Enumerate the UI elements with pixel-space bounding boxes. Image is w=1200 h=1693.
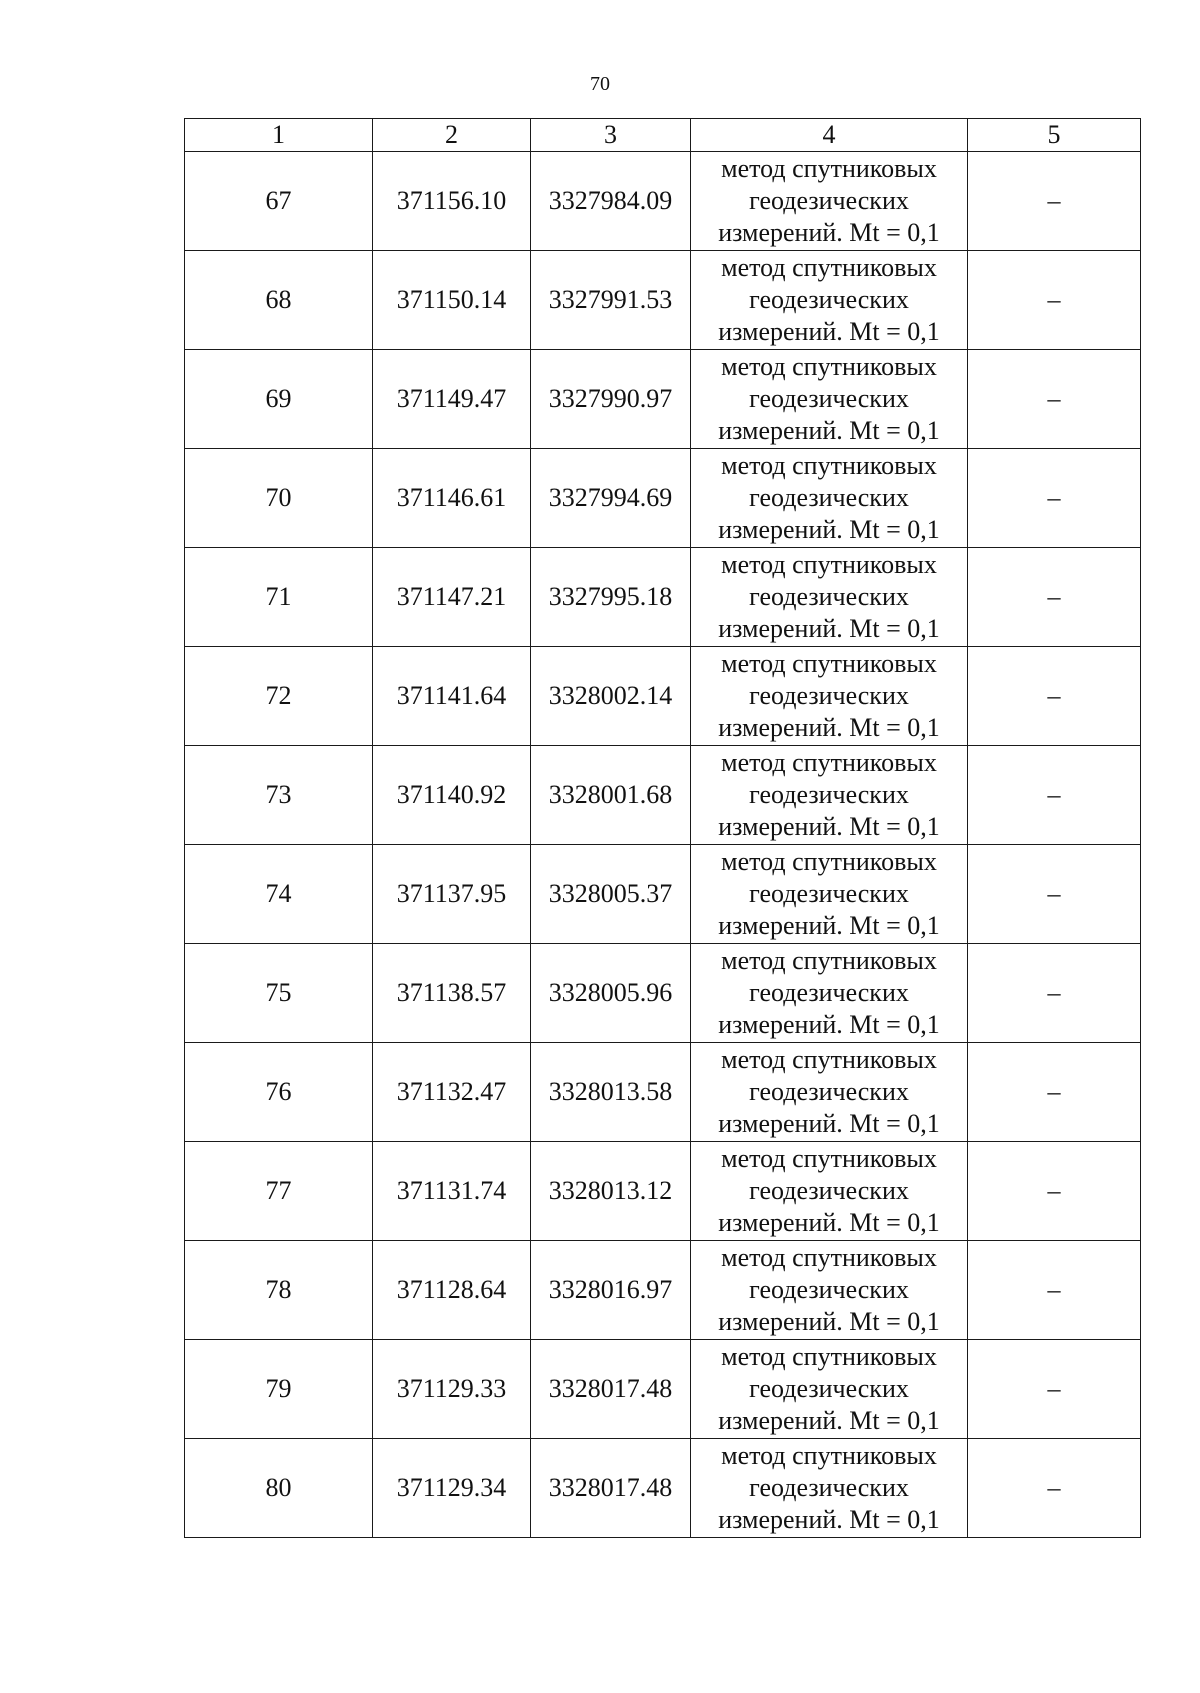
method-line: метод спутниковых [721,451,937,480]
method-cell [691,1142,968,1241]
method-line: измерений. Mt = 0,1 [718,1208,940,1237]
method-line: геодезических [749,285,909,314]
method-line: метод спутниковых [721,352,937,381]
method-line: измерений. Mt = 0,1 [718,317,940,346]
method-line: измерений. Mt = 0,1 [718,416,940,445]
method-line: измерений. Mt = 0,1 [718,1505,940,1534]
point-number-cell: 75 [185,944,373,1043]
note-cell: – [968,1241,1141,1340]
method-line: метод спутниковых [721,649,937,678]
method-line: измерений. Mt = 0,1 [718,911,940,940]
method-line: измерений. Mt = 0,1 [718,1406,940,1435]
table-row [185,647,1141,746]
method-line: метод спутниковых [721,253,937,282]
page-number: 70 [590,73,610,95]
method-line: измерений. Mt = 0,1 [718,218,940,247]
note-cell: – [968,350,1141,449]
point-number-cell: 68 [185,251,373,350]
note-cell: – [968,647,1141,746]
method-line: метод спутниковых [721,748,937,777]
y-coordinate-cell: 3328005.37 [531,845,691,944]
method-line: измерений. Mt = 0,1 [718,1010,940,1039]
y-coordinate-cell: 3327984.09 [531,152,691,251]
x-coordinate-cell: 371156.10 [373,152,531,251]
y-coordinate-cell: 3328016.97 [531,1241,691,1340]
y-coordinate-cell: 3327991.53 [531,251,691,350]
column-header-2: 2 [373,119,531,152]
table-row [185,350,1141,449]
y-coordinate-cell: 3328017.48 [531,1439,691,1538]
method-line: измерений. Mt = 0,1 [718,1307,940,1336]
column-header-1: 1 [185,119,373,152]
method-line: геодезических [749,1374,909,1403]
note-cell: – [968,1142,1141,1241]
x-coordinate-cell: 371138.57 [373,944,531,1043]
method-line: геодезических [749,879,909,908]
x-coordinate-cell: 371140.92 [373,746,531,845]
table-row [185,548,1141,647]
method-cell [691,152,968,251]
table-row [185,1241,1141,1340]
method-cell [691,944,968,1043]
header-row [185,119,1141,152]
method-cell [691,1439,968,1538]
column-header-5: 5 [968,119,1141,152]
column-header-3: 3 [531,119,691,152]
table-row [185,449,1141,548]
note-cell: – [968,152,1141,251]
note-cell: – [968,1043,1141,1142]
coordinates-table [184,118,1141,1538]
method-line: геодезических [749,681,909,710]
point-number-cell: 76 [185,1043,373,1142]
point-number-cell: 80 [185,1439,373,1538]
method-cell [691,845,968,944]
point-number-cell: 73 [185,746,373,845]
y-coordinate-cell: 3327990.97 [531,350,691,449]
x-coordinate-cell: 371129.34 [373,1439,531,1538]
method-line: метод спутниковых [721,154,937,183]
method-line: геодезических [749,582,909,611]
method-cell [691,1241,968,1340]
note-cell: – [968,746,1141,845]
method-line: метод спутниковых [721,1144,937,1173]
method-line: метод спутниковых [721,847,937,876]
x-coordinate-cell: 371146.61 [373,449,531,548]
table-row [185,1142,1141,1241]
table-header [185,119,1141,152]
y-coordinate-cell: 3327994.69 [531,449,691,548]
method-line: метод спутниковых [721,1243,937,1272]
point-number-cell: 72 [185,647,373,746]
point-number-cell: 77 [185,1142,373,1241]
method-line: метод спутниковых [721,1441,937,1470]
note-cell: – [968,251,1141,350]
y-coordinate-cell: 3328001.68 [531,746,691,845]
point-number-cell: 78 [185,1241,373,1340]
method-line: геодезических [749,1077,909,1106]
note-cell: – [968,944,1141,1043]
y-coordinate-cell: 3328013.58 [531,1043,691,1142]
method-line: геодезических [749,1473,909,1502]
method-line: метод спутниковых [721,550,937,579]
x-coordinate-cell: 371137.95 [373,845,531,944]
x-coordinate-cell: 371129.33 [373,1340,531,1439]
y-coordinate-cell: 3328013.12 [531,1142,691,1241]
point-number-cell: 74 [185,845,373,944]
column-header-4: 4 [691,119,968,152]
method-cell [691,251,968,350]
note-cell: – [968,548,1141,647]
table-row [185,845,1141,944]
point-number-cell: 79 [185,1340,373,1439]
table-row [185,251,1141,350]
method-cell [691,1043,968,1142]
point-number-cell: 69 [185,350,373,449]
y-coordinate-cell: 3328017.48 [531,1340,691,1439]
x-coordinate-cell: 371128.64 [373,1241,531,1340]
table-row [185,1340,1141,1439]
x-coordinate-cell: 371132.47 [373,1043,531,1142]
note-cell: – [968,449,1141,548]
method-line: геодезических [749,186,909,215]
y-coordinate-cell: 3328002.14 [531,647,691,746]
method-line: геодезических [749,1176,909,1205]
table-row [185,944,1141,1043]
method-line: метод спутниковых [721,946,937,975]
method-line: измерений. Mt = 0,1 [718,1109,940,1138]
method-cell [691,350,968,449]
method-line: геодезических [749,1275,909,1304]
x-coordinate-cell: 371147.21 [373,548,531,647]
point-number-cell: 67 [185,152,373,251]
table-row [185,1043,1141,1142]
method-line: геодезических [749,978,909,1007]
method-line: измерений. Mt = 0,1 [718,713,940,742]
method-cell [691,746,968,845]
method-cell [691,449,968,548]
method-line: измерений. Mt = 0,1 [718,515,940,544]
x-coordinate-cell: 371150.14 [373,251,531,350]
x-coordinate-cell: 371149.47 [373,350,531,449]
point-number-cell: 71 [185,548,373,647]
y-coordinate-cell: 3327995.18 [531,548,691,647]
point-number-cell: 70 [185,449,373,548]
x-coordinate-cell: 371141.64 [373,647,531,746]
note-cell: – [968,1439,1141,1538]
method-line: измерений. Mt = 0,1 [718,614,940,643]
method-line: геодезических [749,483,909,512]
x-coordinate-cell: 371131.74 [373,1142,531,1241]
y-coordinate-cell: 3328005.96 [531,944,691,1043]
table-body [185,152,1141,1538]
note-cell: – [968,1340,1141,1439]
method-line: измерений. Mt = 0,1 [718,812,940,841]
method-line: геодезических [749,780,909,809]
method-line: геодезических [749,384,909,413]
method-line: метод спутниковых [721,1045,937,1074]
table-row [185,152,1141,251]
note-cell: – [968,845,1141,944]
method-line: метод спутниковых [721,1342,937,1371]
method-cell [691,647,968,746]
table-row [185,1439,1141,1538]
method-cell [691,548,968,647]
table-row [185,746,1141,845]
method-cell [691,1340,968,1439]
